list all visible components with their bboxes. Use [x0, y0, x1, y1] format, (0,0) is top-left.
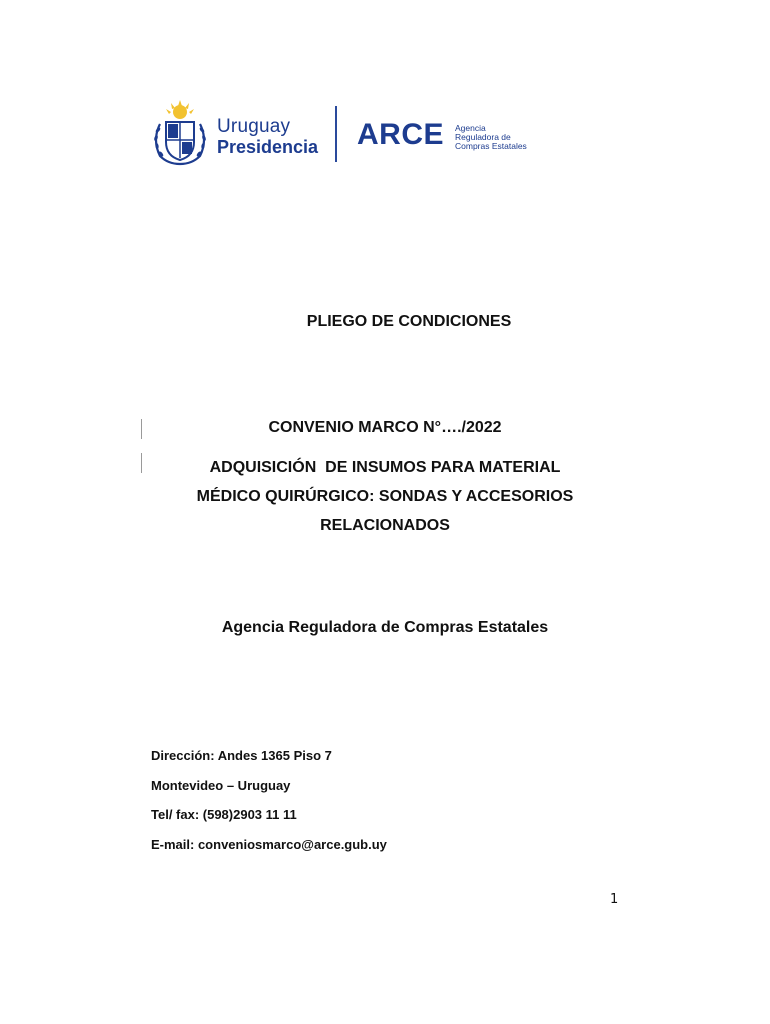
uruguay-presidencia-logo [150, 100, 330, 168]
subject-line: MÉDICO QUIRÚRGICO: SONDAS Y ACCESORIOS [196, 488, 574, 505]
logo-presidencia-text: Presidencia [217, 137, 319, 157]
page-number: 1 [610, 892, 619, 907]
logo-arce-sub-line: Reguladora de [455, 132, 511, 142]
document-subject [0, 453, 770, 540]
logo-uruguay-text: Uruguay [217, 116, 291, 137]
contact-city: Montevideo – Uruguay [151, 777, 291, 793]
logo-arce-subtitle [455, 124, 527, 151]
subject-line: ADQUISICIÓN DE INSUMOS PARA MATERIAL [209, 459, 561, 476]
contact-address: Dirección: Andes 1365 Piso 7 [151, 748, 332, 763]
contact-phone: Tel/ fax: (598)2903 11 11 [151, 807, 297, 822]
contact-email: E-mail: conveniosmarco@arce.gub.uy [151, 836, 387, 852]
uruguay-coat-of-arms-icon [150, 100, 210, 168]
subject-line: RELACIONADOS [320, 517, 450, 534]
arce-logo [357, 118, 557, 158]
contact-block [151, 741, 387, 859]
logo-arce-sub-line: Compras Estatales [455, 141, 527, 151]
convenio-number: CONVENIO MARCO N°…./2022 [268, 419, 502, 436]
logo-arce-word: ARCE [357, 118, 445, 151]
agency-name: Agencia Reguladora de Compras Estatales [221, 619, 549, 636]
logo-arce-sub-line: Agencia [455, 123, 486, 133]
document-title: PLIEGO DE CONDICIONES [306, 313, 512, 330]
logo-divider [335, 106, 337, 162]
